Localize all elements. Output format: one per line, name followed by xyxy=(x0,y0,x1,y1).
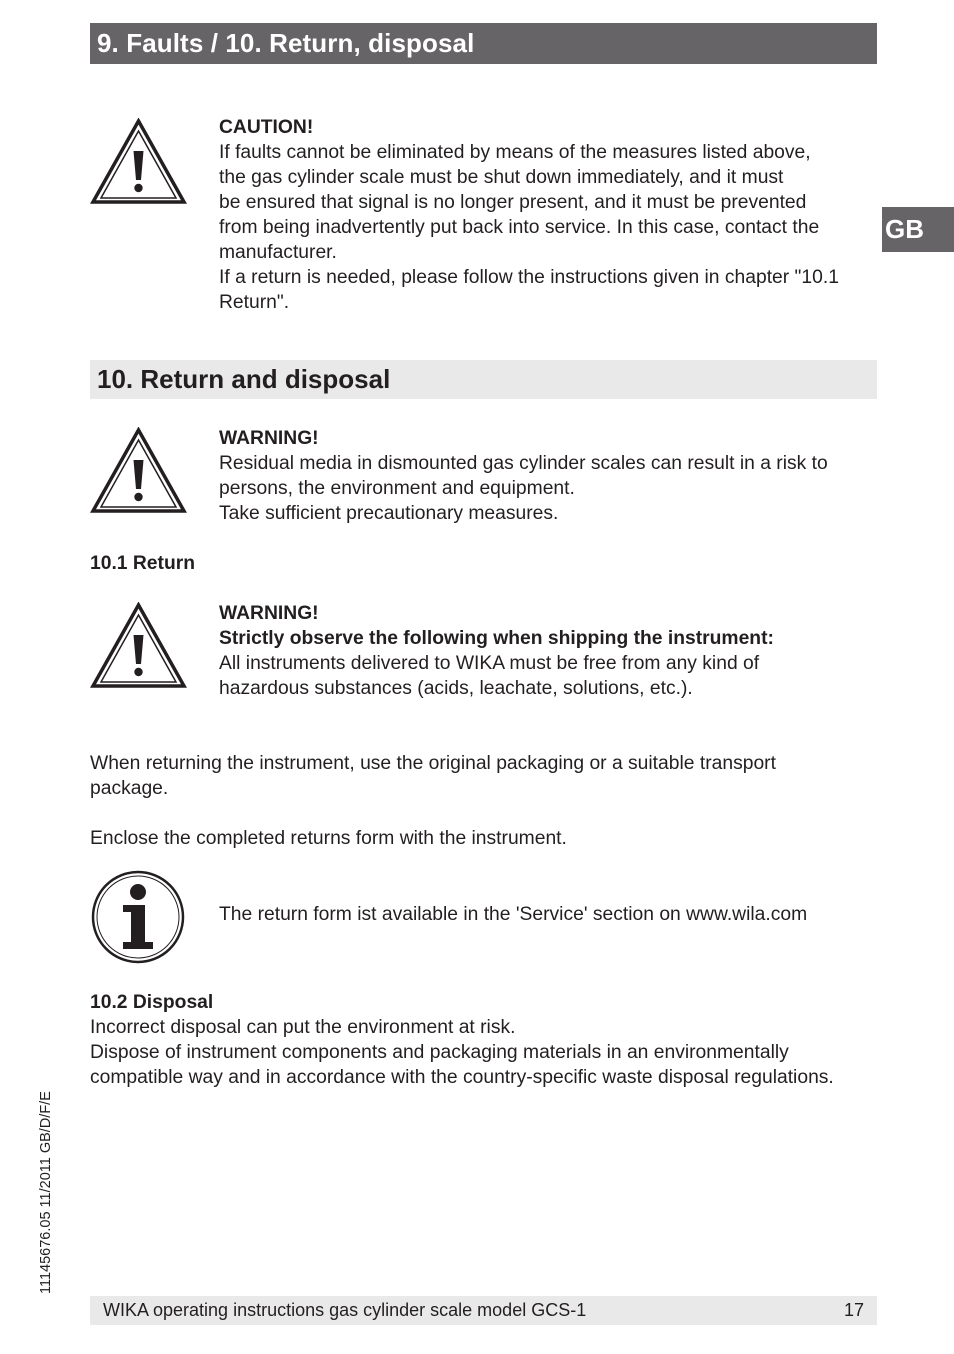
section-title: 10. Return and disposal xyxy=(90,360,877,399)
page-header-title: 9. Faults / 10. Return, disposal xyxy=(90,23,877,64)
footer-title: WIKA operating instructions gas cylinder scale model GCS-1 xyxy=(103,1300,587,1320)
document-code: 11145676.05 11/2011 GB/D/F/E xyxy=(38,1091,54,1294)
caution-line: manufacturer. xyxy=(219,242,337,263)
warning-heading: WARNING! xyxy=(219,428,319,449)
caution-line: If a return is needed, please follow the instructions given in chapter "10.1 xyxy=(219,267,839,288)
page-number: 17 xyxy=(843,1300,864,1320)
warning-line: persons, the environment and equipment. xyxy=(219,478,575,499)
warning-triangle-icon xyxy=(90,118,187,206)
caution-line: Return". xyxy=(219,292,290,313)
return-paragraph xyxy=(90,751,880,801)
disposal-line: Incorrect disposal can put the environment at risk. xyxy=(90,1017,516,1038)
page-footer xyxy=(90,1296,877,1325)
warning-heading: WARNING! xyxy=(219,603,319,624)
caution-heading: CAUTION! xyxy=(219,117,314,138)
caution-block xyxy=(219,115,879,315)
paragraph-line: When returning the instrument, use the original packaging or a suitable transport xyxy=(90,753,776,774)
disposal-line: compatible way and in accordance with the country-specific waste disposal regulations. xyxy=(90,1067,834,1088)
warning-line: hazardous substances (acids, leachate, solutions, etc.). xyxy=(219,678,693,699)
warning-line: All instruments delivered to WIKA must be free from any kind of xyxy=(219,653,760,674)
disposal-section xyxy=(90,990,880,1090)
caution-line: be ensured that signal is no longer present, and it must be prevented xyxy=(219,192,807,213)
info-icon xyxy=(90,869,187,966)
warning-triangle-icon xyxy=(90,602,187,690)
paragraph-line: package. xyxy=(90,778,169,799)
caution-line: from being inadvertently put back into service. In this case, contact the xyxy=(219,217,820,238)
returns-form-paragraph: Enclose the completed returns form with the instrument. xyxy=(90,828,567,849)
disposal-heading: 10.2 Disposal xyxy=(90,992,214,1013)
info-text: The return form ist available in the 'Service' section on www.wila.com xyxy=(219,904,808,925)
warning-triangle-icon xyxy=(90,427,187,515)
language-tab: GB xyxy=(882,207,954,252)
return-warning-block xyxy=(219,601,879,701)
warning-line: Take sufficient precautionary measures. xyxy=(219,503,559,524)
caution-line: If faults cannot be eliminated by means of the measures listed above, xyxy=(219,142,811,163)
warning-line: Residual media in dismounted gas cylinder scales can result in a risk to xyxy=(219,453,828,474)
warning-subheading: Strictly observe the following when shipping the instrument: xyxy=(219,628,774,649)
disposal-line: Dispose of instrument components and packaging materials in an environmentally xyxy=(90,1042,789,1063)
return-heading: 10.1 Return xyxy=(90,553,196,574)
warning-block xyxy=(219,426,879,526)
caution-line: the gas cylinder scale must be shut down immediately, and it must xyxy=(219,167,784,188)
